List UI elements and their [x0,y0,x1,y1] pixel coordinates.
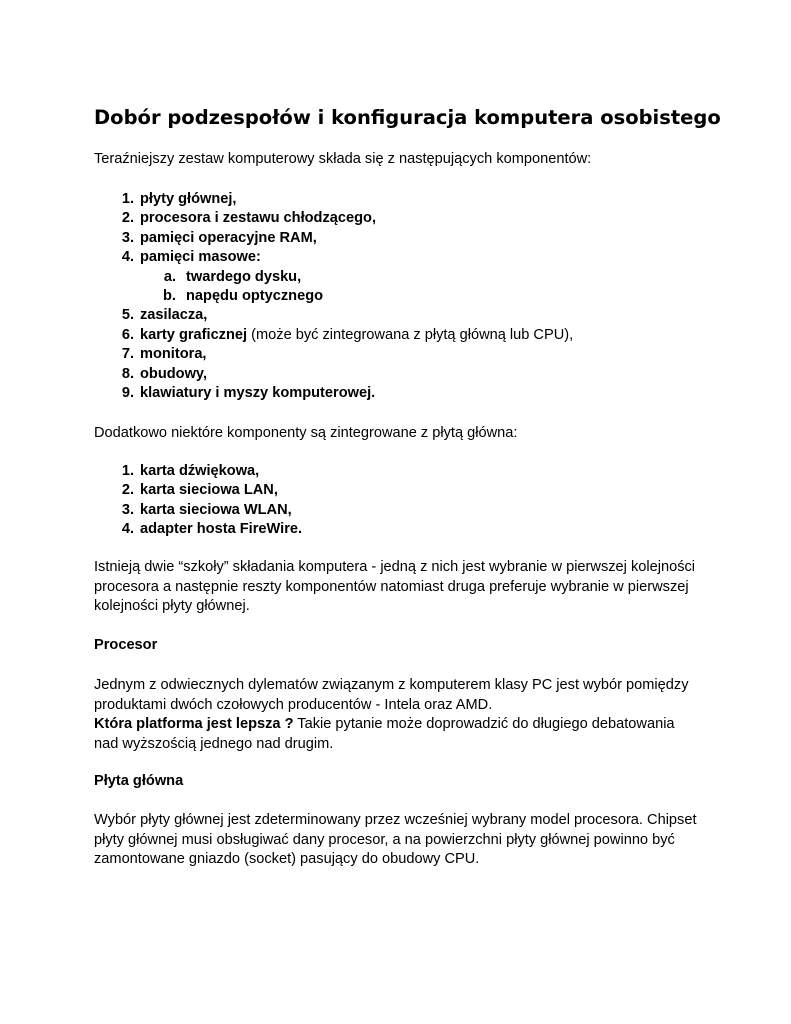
paragraph-line: płyty głównej musi obsługiwać dany procesor, a na powierzchni płyty głównej powinno być [94,831,675,848]
list-item-text: procesora i zestawu chłodzącego, [140,210,377,227]
list-number: 9. [121,384,134,401]
list-item-note: (może być zintegrowana z płytą główną lub CPU), [247,326,574,343]
sublist-letter: a. [163,268,176,285]
paragraph-line: zamontowane gniazdo (socket) pasujący do obudowy CPU. [94,851,480,868]
cpu-paragraph [94,676,689,754]
list-number: 3. [121,501,134,518]
list-item-text: obudowy, [140,365,208,382]
list-number: 1. [121,463,134,479]
cpu-heading: Procesor [94,637,158,653]
list-item-text: pamięci masowe: [140,249,261,266]
paragraph-line: produktami dwóch czołowych producentów - Intela oraz AMD. [94,696,493,713]
paragraph-line: Jednym z odwiecznych dylematów związanym z komputerem klasy PC jest wybór pomiędzy [94,677,689,693]
paragraph-line: Istnieją dwie “szkoły” składania komputera - jedną z nich jest wybranie w pierwszej kolejności [94,559,696,575]
paragraph-line [94,715,689,735]
list-item-text: płyty głównej, [140,191,237,207]
list-number: 4. [121,249,134,266]
paragraph-line: kolejności płyty głównej. [94,598,250,615]
paragraph-line: nad wyższością jednego nad drugim. [94,735,334,752]
schools-paragraph [94,558,695,617]
list-item-text: karty graficznej [140,326,248,343]
list-number: 1. [121,191,134,207]
list-number: 5. [121,307,134,324]
cpu-question-rest: Takie pytanie może doprowadzić do długiego debatowania [293,716,675,733]
intro-paragraph: Teraźniejszy zestaw komputerowy składa się z następujących komponentów: [94,151,592,167]
list-number: 2. [121,210,134,227]
list-item-text: klawiatury i myszy komputerowej. [140,384,376,401]
list-item-text: pamięci operacyjne RAM, [140,229,317,246]
list-item-text: monitora, [140,346,207,363]
paragraph-line: procesora a następnie reszty komponentów natomiast druga preferuje wybranie w pierwszej [94,578,689,595]
list-number: 3. [121,229,134,246]
sublist-letter: b. [163,287,176,304]
list-item-text: zasilacza, [140,307,208,324]
list-number: 8. [121,365,134,382]
cpu-question: Która platforma jest lepsza ? [94,716,294,733]
list-number: 4. [121,521,134,538]
integrated-intro-paragraph: Dodatkowo niektóre komponenty są zintegrowane z płytą główna: [94,425,518,441]
paragraph-line: Wybór płyty głównej jest zdeterminowany przez wcześniej wybrany model procesora. Chipset [94,812,697,828]
list-number: 7. [121,346,134,363]
list-number: 6. [121,326,134,343]
list-item-text: karta dźwiękowa, [140,463,260,479]
list-item-text: karta sieciowa WLAN, [140,501,292,518]
list-item-text: adapter hosta FireWire. [140,521,303,538]
document-title: Dobór podzespołów i konfiguracja komputera osobistego [94,106,721,129]
list-item-text: karta sieciowa LAN, [140,482,278,499]
mobo-heading: Płyta główna [94,773,184,789]
list-number: 2. [121,482,134,499]
mobo-paragraph [94,811,697,870]
sublist-item-text: twardego dysku, [186,268,302,285]
sublist-item-text: napędu optycznego [186,287,324,304]
